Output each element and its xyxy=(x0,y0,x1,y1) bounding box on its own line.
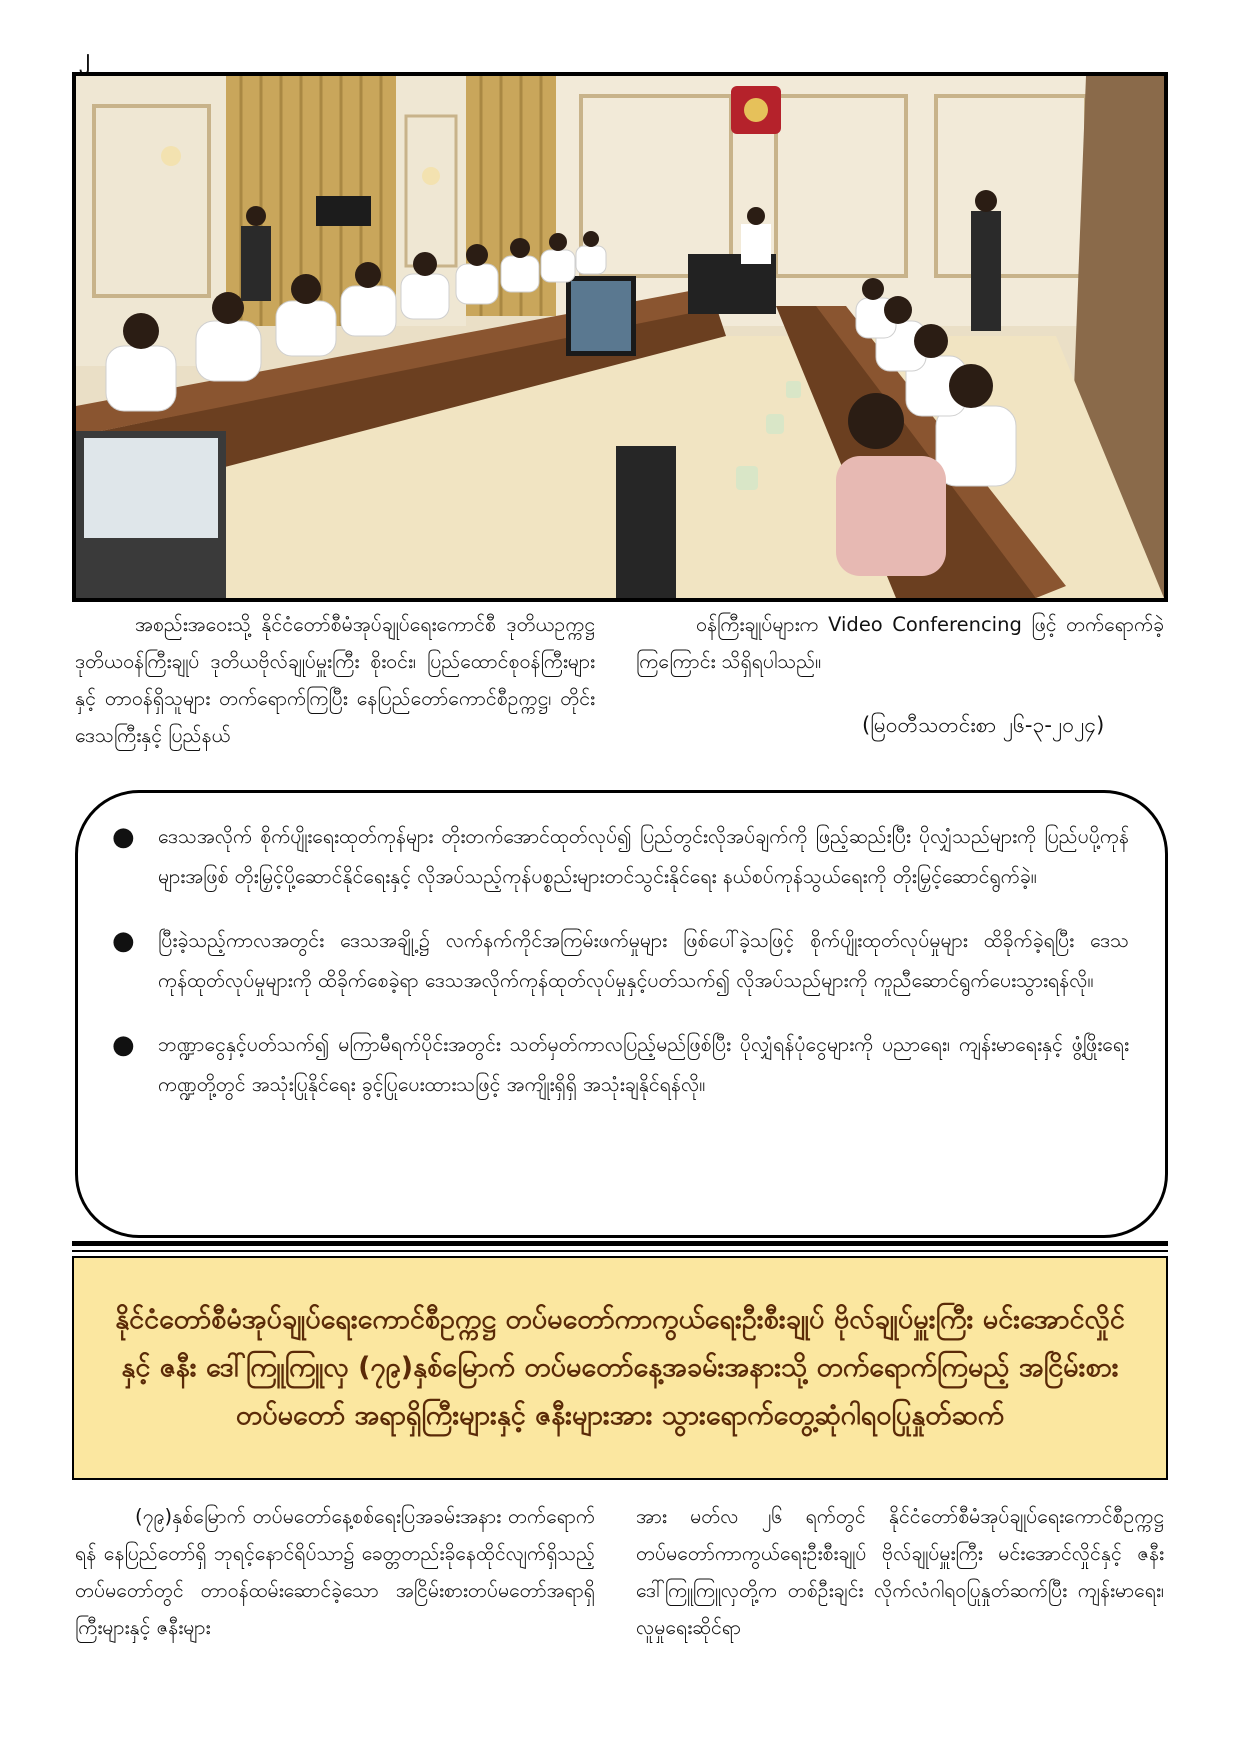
article-body-left: (၇၉)နှစ်မြောက် တပ်မတော်နေ့စစ်ရေးပြအခမ်းအနား တက်ရောက်ရန် နေပြည်တော်ရှိ ဘုရင့်နောင်ရိပ်သာ၌ ခေတ္တတည်းခိုနေထိုင်လျက်ရှိသည့် တပ်မတော်တွင် တာဝန်ထမ်းဆောင်ခဲ့သော အငြိမ်းစားတပ်မတော်အရာရှိကြီးများနှင့် ဇနီးများ xyxy=(75,1505,595,1639)
section-divider xyxy=(72,1241,1168,1246)
section-divider-thin xyxy=(72,1250,1168,1252)
bullet-icon: ● xyxy=(112,822,135,852)
article-headline: နိုင်ငံတော်စီမံအုပ်ချုပ်ရေးကောင်စီဥက္ကဋ္ဌ တပ်မတော်ကာကွယ်ရေးဦးစီးချုပ် ဗိုလ်ချုပ်မှူးကြီး မင်းအောင်လှိုင်နှင့် ဇနီး ဒေါ်ကြူကြူလှ (၇၉)နှစ်မြောက် တပ်မတော်နေ့အခမ်းအနားသို့ တက်ရောက်ကြမည့် အငြိမ်းစားတပ်မတော် အရာရှိကြီးများနှင့် ဇနီးများအား သွားရောက်တွေ့ဆုံဂါရဝပြုနှုတ်ဆက် xyxy=(115,1304,1125,1431)
photo-caption-left: အစည်းအဝေးသို့ နိုင်ငံတော်စီမံအုပ်ချုပ်ရေးကောင်စီ ဒုတိယဥက္ကဋ္ဌ ဒုတိယဝန်ကြီးချုပ် ဒုတိယဗိုလ်ချုပ်မှူးကြီး စိုးဝင်း၊ ပြည်ထောင်စုဝန်ကြီးများနှင့် တာဝန်ရှိသူများ တက်ရောက်ကြပြီး နေပြည်တော်ကောင်စီဥက္ကဋ္ဌ၊ တိုင်းဒေသကြီးနှင့် ပြည်နယ် xyxy=(75,613,595,747)
article-body-right: အား မတ်လ ၂၆ ရက်တွင် နိုင်ငံတော်စီမံအုပ်ချုပ်ရေးကောင်စီဥက္ကဋ္ဌ တပ်မတော်ကာကွယ်ရေးဦးစီးချုပ် ဗိုလ်ချုပ်မှူးကြီး မင်းအောင်လှိုင်နှင့် ဇနီး ဒေါ်ကြူကြူလှတို့က တစ်ဦးချင်း လိုက်လံဂါရဝပြုနှုတ်ဆက်ပြီး ကျန်းမာရေး၊ လူမှုရေးဆိုင်ရာ xyxy=(636,1505,1164,1639)
key-points-box xyxy=(75,790,1168,1238)
key-point xyxy=(108,817,1129,897)
photo-caption-right: ဝန်ကြီးချုပ်များက Video Conferencing ဖြင့် တက်ရောက်ခဲ့ကြကြောင်း သိရှိရပါသည်။ xyxy=(636,613,1164,673)
news-source: (မြဝတီသတင်းစာ ၂၆-၃-၂၀၂၄) xyxy=(862,713,1105,737)
headline-box xyxy=(72,1256,1168,1480)
meeting-room-photo xyxy=(72,72,1168,602)
key-point-text: ဒေသအလိုက် စိုက်ပျိုးရေးထုတ်ကုန်များ တိုးတက်အောင်ထုတ်လုပ်၍ ပြည်တွင်းလိုအပ်ချက်ကို ဖြည့်ဆည်းပြီး ပိုလျှံသည်များကို ပြည်ပပို့ကုန်များအဖြစ် တိုးမြှင့်ပို့ဆောင်နိုင်ရေးနှင့် လိုအပ်သည့်ကုန်ပစ္စည်းများတင်သွင်းနိုင်ရေး နယ်စပ်ကုန်သွယ်ရေးကို တိုးမြှင့်ဆောင်ရွက်ခဲ့။ xyxy=(158,825,1129,888)
page-number: ၂ xyxy=(79,45,90,70)
bullet-icon: ● xyxy=(112,926,135,956)
bullet-icon: ● xyxy=(112,1030,135,1060)
key-point xyxy=(108,1025,1129,1105)
key-point xyxy=(108,921,1129,1001)
key-point-text: ပြီးခဲ့သည့်ကာလအတွင်း ဒေသအချို့၌ လက်နက်ကိုင်အကြမ်းဖက်မှုများ ဖြစ်ပေါ်ခဲ့သဖြင့် စိုက်ပျိုးထုတ်လုပ်မှုများ ထိခိုက်ခဲ့ရပြီး ဒေသကုန်ထုတ်လုပ်မှုများကို ထိခိုက်စေခဲ့ရာ ဒေသအလိုက်ကုန်ထုတ်လုပ်မှုနှင့်ပတ်သက်၍ လိုအပ်သည်များကို ကူညီဆောင်ရွက်ပေးသွားရန်လို။ xyxy=(158,929,1129,992)
key-point-text: ဘဏ္ဍာငွေနှင့်ပတ်သက်၍ မကြာမီရက်ပိုင်းအတွင်း သတ်မှတ်ကာလပြည့်မည်ဖြစ်ပြီး ပိုလျှံရန်ပုံငွေများကို ပညာရေး၊ ကျန်းမာရေးနှင့် ဖွံ့ဖြိုးရေးကဏ္ဍတို့တွင် အသုံးပြုနိုင်ရေး ခွင့်ပြုပေးထားသဖြင့် အကျိုးရှိရှိ အသုံးချနိုင်ရန်လို။ xyxy=(158,1033,1129,1096)
